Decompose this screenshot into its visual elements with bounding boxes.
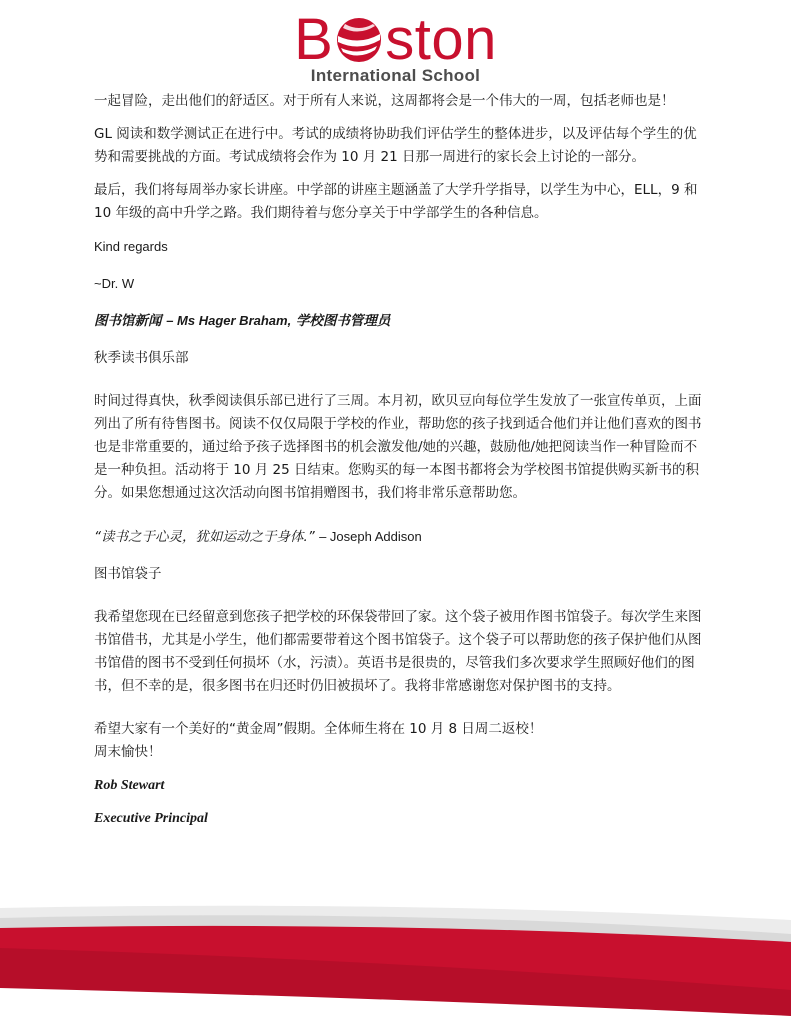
logo-letters-ston: ston (385, 7, 497, 72)
bookclub-title: 秋季读书俱乐部 (94, 350, 189, 366)
letter-body (94, 90, 706, 830)
logo-subtitle: International School (310, 66, 481, 85)
logo-wordmark (294, 7, 497, 72)
quote-text: “读书之于心灵，犹如运动之于身体.” (94, 529, 315, 545)
library-heading-name: – Ms Hager Braham, (166, 313, 292, 328)
globe-o-icon (335, 16, 383, 64)
intro-paragraph-3: 最后，我们将每周举办家长讲座。中学部的讲座主题涵盖了大学升学指导，以学生为中心，ELL，9 和 10 年级的高中升学之路。我们期待着与您分享关于中学部学生的各种信息。 (94, 182, 698, 221)
signoff-dr-w: ~Dr. W (94, 276, 135, 291)
library-heading-role: 学校图书管理员 (295, 313, 391, 329)
logo-letter-b: B (294, 7, 334, 72)
library-bag-text: 我希望您现在已经留意到您孩子把学校的环保袋带回了家。这个袋子被用作图书馆袋子。每次学生来图书馆借书，尤其是小学生，他们都需要带着这个图书馆袋子。这个袋子可以帮助您的孩子保护他们从图书馆借的图书不受到任何损坏（水，污渍）。英语书是很贵的，尽管我们多次要求学生照顾好他们的图书，但不幸的是，很多图书在归还时仍旧被损坏了。我将非常感谢您对保护图书的支持。 (94, 609, 702, 694)
reading-quote (94, 525, 706, 549)
holiday-message: 希望大家有一个美好的“黄金周”假期。全体师生将在 10 月 8 日周二返校！ (94, 721, 543, 737)
library-news-heading (94, 309, 706, 333)
footer-wave (0, 890, 791, 1024)
intro-paragraph-1: 一起冒险，走出他们的舒适区。对于所有人来说，这周都将会是一个伟大的一周，包括老师也是！ (94, 93, 675, 109)
kind-regards: Kind regards (94, 239, 168, 254)
bookclub-text: 时间过得真快，秋季阅读俱乐部已进行了三周。本月初，欧贝豆向每位学生发放了一张宣传单页，上面列出了所有待售图书。阅读不仅仅局限于学校的作业，帮助您的孩子找到适合他们并让他们喜欢的图书也是非常重要的，通过给予孩子选择图书的机会激发他/她的兴趣，鼓励他/她把阅读当作一种冒险而不是一种负担。活动将于 10 月 25 日结束。您购买的每一本图书都将会为学校图书馆提供购买新书的积分。如果您想通过这次活动向图书馆捐赠图书，我们将非常乐意帮助您。 (94, 393, 702, 501)
weekend-wish: 周末愉快！ (94, 744, 162, 760)
quote-author: – Joseph Addison (319, 529, 422, 544)
school-logo (0, 7, 791, 86)
library-bag-title: 图书馆袋子 (94, 566, 162, 582)
library-heading-cn: 图书馆新闻 (94, 313, 162, 329)
intro-paragraph-2: GL 阅读和数学测试正在进行中。考试的成绩将协助我们评估学生的整体进步，以及评估每个学生的优势和需要挑战的方面。考试成绩将会作为 10 月 21 日那一周进行的家长会上讨论的一部分。 (94, 126, 697, 165)
principal-title: Executive Principal (94, 811, 208, 826)
principal-name: Rob Stewart (94, 778, 165, 793)
